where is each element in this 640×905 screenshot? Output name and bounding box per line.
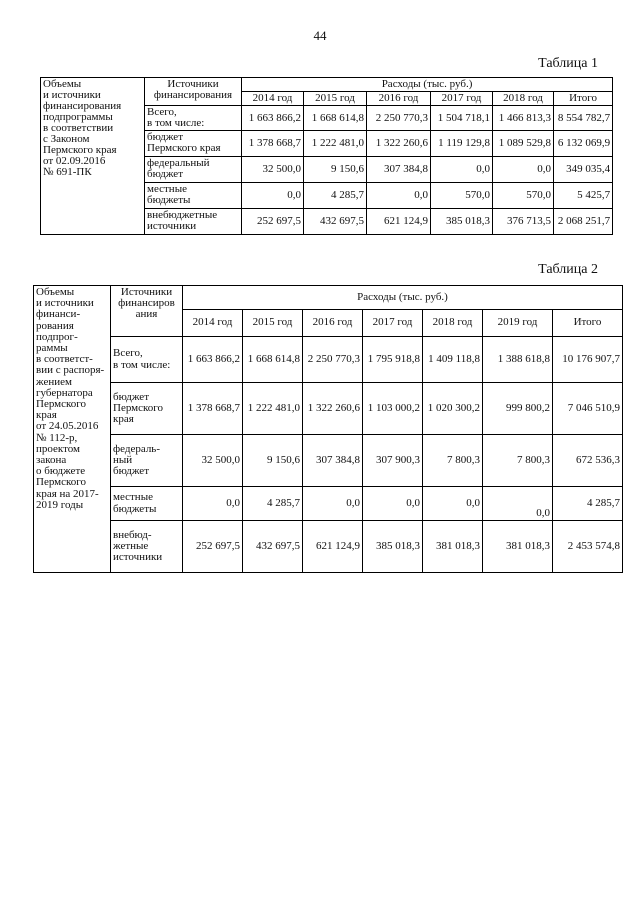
- table2-year-header: 2014 год: [183, 310, 243, 337]
- table-cell: 1 388 618,8: [483, 337, 553, 383]
- table-cell: 570,0: [493, 183, 554, 209]
- table-cell: 4 285,7: [243, 487, 303, 521]
- table-cell: 1 668 614,8: [304, 106, 367, 131]
- table-cell: 1 663 866,2: [183, 337, 243, 383]
- table2-year-header: 2015 год: [243, 310, 303, 337]
- table-cell: 1 378 668,7: [242, 131, 304, 157]
- row-label: местные бюджеты: [145, 183, 242, 209]
- table-cell: 0,0: [242, 183, 304, 209]
- table1-expenses-header: Расходы (тыс. руб.): [242, 78, 613, 92]
- row-label: Всего, в том числе:: [111, 337, 183, 383]
- table2-financing: [33, 285, 623, 573]
- table-cell: 6 132 069,9: [554, 131, 613, 157]
- table-cell: 0,0: [493, 157, 554, 183]
- table-cell: 621 124,9: [367, 209, 431, 235]
- row-label: федераль- ный бюджет: [111, 435, 183, 487]
- table-cell: 381 018,3: [483, 521, 553, 573]
- table-row: [34, 435, 623, 487]
- table-cell: 385 018,3: [363, 521, 423, 573]
- table2-volume-label: Объемы и источники финанси- рования подпрог- раммы в соответст- вии с распоря- жением губернатора Пермского края от 24.05.2016 № 112-р, проектом закона о бюджете Пермского края на 2017- 2019 годы: [34, 286, 111, 573]
- table-cell: 381 018,3: [423, 521, 483, 573]
- table-cell: 1 119 129,8: [431, 131, 493, 157]
- table1-year-header: 2014 год: [242, 92, 304, 106]
- table-cell: 32 500,0: [242, 157, 304, 183]
- table-cell: 0,0: [483, 487, 553, 521]
- table-cell: 349 035,4: [554, 157, 613, 183]
- table1-year-header: 2015 год: [304, 92, 367, 106]
- table-cell: 1 222 481,0: [304, 131, 367, 157]
- table1-total-header: Итого: [554, 92, 613, 106]
- table-cell: 2 250 770,3: [303, 337, 363, 383]
- table1-volume-label: Объемы и источники финансирования подпрограммы в соответствии с Законом Пермского края от 02.09.2016 № 691-ПК: [41, 78, 145, 235]
- table-cell: 7 800,3: [423, 435, 483, 487]
- table-row: [34, 383, 623, 435]
- table1-caption: Таблица 1: [538, 56, 598, 71]
- table2-year-header: 2018 год: [423, 310, 483, 337]
- table1-year-header: 2016 год: [367, 92, 431, 106]
- table-cell: 0,0: [431, 157, 493, 183]
- row-label: бюджет Пермского края: [111, 383, 183, 435]
- table-cell: 1 504 718,1: [431, 106, 493, 131]
- table-cell: 0,0: [423, 487, 483, 521]
- table-cell: 1 466 813,3: [493, 106, 554, 131]
- table-cell: 1 322 260,6: [303, 383, 363, 435]
- row-label: бюджет Пермского края: [145, 131, 242, 157]
- table1-year-header: 2018 год: [493, 92, 554, 106]
- table-cell: 1 668 614,8: [243, 337, 303, 383]
- table2-sources-header: Источники финансиров ания: [111, 286, 183, 337]
- table-row: [34, 487, 623, 521]
- table-cell: 10 176 907,7: [553, 337, 623, 383]
- table2-year-header: 2016 год: [303, 310, 363, 337]
- table2-year-header: 2019 год: [483, 310, 553, 337]
- table-cell: 432 697,5: [243, 521, 303, 573]
- table2-year-header: 2017 год: [363, 310, 423, 337]
- table-cell: 7 046 510,9: [553, 383, 623, 435]
- table-cell: 432 697,5: [304, 209, 367, 235]
- table-cell: 1 020 300,2: [423, 383, 483, 435]
- table2-caption: Таблица 2: [538, 262, 598, 277]
- table-cell: 5 425,7: [554, 183, 613, 209]
- table-cell: 1 409 118,8: [423, 337, 483, 383]
- table-cell: 4 285,7: [553, 487, 623, 521]
- page-number: 44: [313, 28, 327, 43]
- table1-sources-header: Источники финансирования: [145, 78, 242, 106]
- table-cell: 999 800,2: [483, 383, 553, 435]
- table1-financing: [40, 77, 613, 235]
- table-cell: 1 322 260,6: [367, 131, 431, 157]
- table-cell: 1 795 918,8: [363, 337, 423, 383]
- table-cell: 376 713,5: [493, 209, 554, 235]
- row-label: внебюд- жетные источники: [111, 521, 183, 573]
- row-label: внебюджетные источники: [145, 209, 242, 235]
- table-cell: 0,0: [183, 487, 243, 521]
- table-row: [34, 521, 623, 573]
- table-cell: 0,0: [303, 487, 363, 521]
- table-cell: 307 384,8: [303, 435, 363, 487]
- table-cell: 252 697,5: [242, 209, 304, 235]
- table-cell: 1 663 866,2: [242, 106, 304, 131]
- table-cell: 0,0: [363, 487, 423, 521]
- table-cell: 1 222 481,0: [243, 383, 303, 435]
- table-cell: 1 378 668,7: [183, 383, 243, 435]
- table-cell: 0,0: [367, 183, 431, 209]
- table-cell: 4 285,7: [304, 183, 367, 209]
- table-cell: 307 900,3: [363, 435, 423, 487]
- row-label: Всего, в том числе:: [145, 106, 242, 131]
- table-cell: 252 697,5: [183, 521, 243, 573]
- row-label: федеральный бюджет: [145, 157, 242, 183]
- table2-expenses-header: Расходы (тыс. руб.): [183, 286, 623, 310]
- table-cell: 32 500,0: [183, 435, 243, 487]
- table-cell: 570,0: [431, 183, 493, 209]
- table2-total-header: Итого: [553, 310, 623, 337]
- table-cell: 1 089 529,8: [493, 131, 554, 157]
- table-cell: 307 384,8: [367, 157, 431, 183]
- table-cell: 8 554 782,7: [554, 106, 613, 131]
- table-cell: 2 250 770,3: [367, 106, 431, 131]
- table-cell: 385 018,3: [431, 209, 493, 235]
- table-cell: 2 453 574,8: [553, 521, 623, 573]
- table-cell: 621 124,9: [303, 521, 363, 573]
- table1-year-header: 2017 год: [431, 92, 493, 106]
- table-cell: 672 536,3: [553, 435, 623, 487]
- row-label: местные бюджеты: [111, 487, 183, 521]
- table-row: [34, 337, 623, 383]
- table-cell: 2 068 251,7: [554, 209, 613, 235]
- table-cell: 9 150,6: [243, 435, 303, 487]
- table-cell: 9 150,6: [304, 157, 367, 183]
- table-cell: 7 800,3: [483, 435, 553, 487]
- table-cell: 1 103 000,2: [363, 383, 423, 435]
